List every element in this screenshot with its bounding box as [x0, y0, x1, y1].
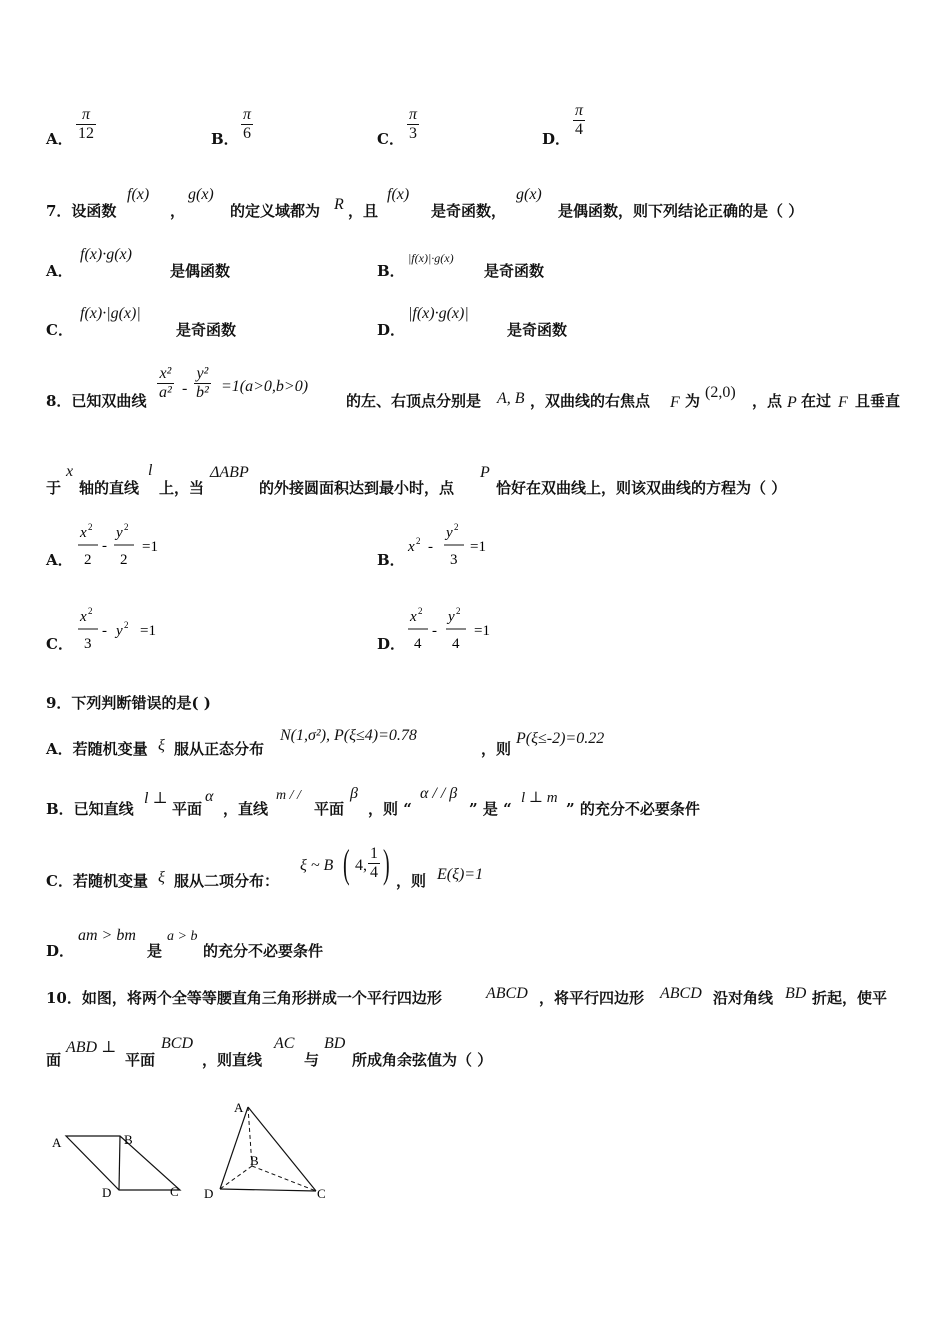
q6-option-c-fraction: π 3: [409, 106, 418, 142]
q8-stem-2: 的左、右顶点分别是: [346, 392, 482, 410]
q7-stem-4: ，且: [348, 202, 379, 220]
q9-option-c-xi: ξ: [158, 869, 165, 886]
q9-option-d-2: 是: [147, 942, 163, 960]
q7-option-d-text: 是奇函数: [507, 321, 568, 339]
svg-text:2: 2: [124, 522, 129, 532]
q8-math-point: (2,0): [705, 384, 736, 401]
q10-math-BCD: BCD: [161, 1035, 193, 1052]
svg-text:x: x: [408, 539, 415, 555]
q8-frac-y2-b2: y² b²: [196, 365, 209, 401]
q10-stem-2: ，将平行四边形: [539, 989, 645, 1007]
q9-option-c-expect: E(ξ)=1: [437, 866, 484, 883]
svg-text:2: 2: [88, 522, 93, 532]
q8-math-x: x: [66, 463, 74, 480]
fig1-label-a: A: [52, 1135, 62, 1150]
svg-text:3: 3: [450, 552, 458, 568]
q8-stem-10: 上，当: [159, 479, 205, 497]
q8-math-condition: =1(a>0,b>0): [221, 378, 309, 395]
svg-text:y: y: [116, 525, 123, 541]
q8-option-d-label: D．: [377, 635, 406, 653]
fig2-label-a: A: [234, 1100, 244, 1115]
q7-option-a-label: A．: [46, 262, 73, 280]
q7-option-d-expr: |f(x)·g(x)|: [408, 305, 469, 322]
q8-frac-x2-a2: x² a²: [159, 365, 172, 401]
svg-text:2: 2: [418, 606, 423, 616]
q9-option-b-alpha: α: [205, 788, 214, 805]
svg-text:-: -: [428, 539, 433, 555]
q8-stem-5: ，点: [752, 392, 783, 410]
q7-option-b-expr: |f(x)|·g(x): [408, 251, 454, 265]
svg-text:2: 2: [454, 522, 459, 532]
q9-option-d-expr2: a > b: [167, 929, 198, 944]
svg-text:y: y: [448, 609, 455, 625]
q6-option-b-fraction: π 6: [243, 106, 252, 142]
q8-stem-6: 在过: [801, 392, 832, 410]
q8-option-a-expr: [76, 520, 176, 572]
q7-math-fx: f(x): [127, 186, 150, 203]
q8-math-l: l: [148, 462, 153, 479]
q9-option-c-2: 服从二项分布：: [174, 872, 280, 890]
fig1-label-d: D: [102, 1185, 112, 1200]
q10-figure-parallelogram: [40, 1120, 190, 1205]
q9-option-a-2: 服从正态分布: [174, 740, 265, 758]
q7-math-gx-2: g(x): [516, 186, 542, 203]
q10-stem-8: 与: [304, 1051, 320, 1069]
svg-text:2: 2: [456, 606, 461, 616]
q7-option-c-expr: f(x)·|g(x)|: [80, 305, 141, 322]
q9-option-c-1: C．若随机变量: [46, 872, 148, 890]
q8-stem-8: 于: [46, 479, 62, 497]
svg-text:y: y: [116, 623, 123, 639]
svg-text:-: -: [102, 623, 107, 639]
q9-option-b-6: ” 是 “: [469, 800, 512, 818]
q8-option-b-label: B．: [377, 551, 405, 569]
q7-math-R: R: [334, 196, 344, 213]
q9-option-b-3: ，直线: [223, 800, 269, 818]
svg-text:4: 4: [414, 636, 422, 652]
q9-option-c-expr: ξ ~ B: [300, 857, 334, 874]
q8-math-AB: A, B: [497, 390, 525, 407]
q8-minus: -: [182, 380, 188, 397]
svg-text:y: y: [446, 525, 453, 541]
q9-stem: 9．下列判断错误的是( ): [46, 694, 211, 712]
q10-math-BD: BD: [785, 985, 807, 1002]
q9-option-c-frac: 1 4: [370, 845, 378, 881]
fig2-label-d: D: [204, 1186, 214, 1201]
q10-figure-tetrahedron: [198, 1095, 338, 1207]
svg-text:x: x: [80, 609, 87, 625]
q6-option-a-label: A．: [46, 130, 73, 148]
q7-stem-1: 7．设函数: [46, 202, 117, 220]
q9-option-a-3: ，则: [481, 740, 512, 758]
svg-text:2: 2: [124, 620, 129, 630]
svg-text:=1: =1: [142, 539, 158, 555]
q9-option-c-paren-left: (: [343, 841, 350, 886]
svg-text:2: 2: [88, 606, 93, 616]
q6-option-a-fraction: π 12: [78, 106, 94, 142]
q9-option-d-3: 的充分不必要条件: [203, 942, 324, 960]
q9-option-c-n: 4,: [355, 857, 367, 874]
q7-stem-6: 是偶函数，则下列结论正确的是（ ）: [558, 202, 804, 220]
svg-text:3: 3: [84, 636, 92, 652]
q9-option-b-l-perp-m: l ⊥ m: [521, 790, 558, 806]
q7-option-b-label: B．: [377, 262, 405, 280]
q10-stem-4: 折起，使平: [812, 989, 888, 1007]
q7-option-d-label: D．: [377, 321, 406, 339]
svg-text:x: x: [410, 609, 417, 625]
q8-stem-3: ，双曲线的右焦点: [530, 392, 651, 410]
q8-math-F: F: [670, 394, 680, 411]
q9-option-b-7: ” 的充分不必要条件: [566, 800, 700, 818]
q9-option-d-1: D．: [46, 942, 75, 960]
q9-option-b-alpha-beta: α / / β: [420, 785, 458, 802]
fig1-label-b: B: [124, 1132, 133, 1147]
svg-text:2: 2: [84, 552, 92, 568]
fig2-label-c: C: [317, 1186, 326, 1201]
q8-math-triangle: ΔABP: [210, 464, 249, 481]
q10-stem-3: 沿对角线: [713, 989, 774, 1007]
q8-option-a-label: A．: [46, 551, 73, 569]
q9-option-a-expr1: N(1,σ²), P(ξ≤4)=0.78: [280, 727, 417, 744]
svg-text:2: 2: [416, 536, 421, 546]
svg-text:x: x: [80, 525, 87, 541]
q10-math-ABD-perp: ABD ⊥: [66, 1039, 117, 1056]
svg-text:-: -: [102, 538, 107, 554]
q10-stem-9: 所成角余弦值为（ ）: [352, 1051, 493, 1069]
q7-option-b-text: 是奇函数: [484, 262, 545, 280]
q10-stem-7: ，则直线: [202, 1051, 263, 1069]
q8-math-P: P: [787, 394, 797, 411]
q8-stem-7: 且垂直: [855, 392, 901, 410]
q7-stem-2: ，: [170, 202, 186, 220]
q8-stem-11: 的外接圆面积达到最小时，点: [259, 479, 455, 497]
q10-stem-5: 面: [46, 1051, 62, 1069]
q9-option-c-paren-right: ): [383, 841, 390, 886]
q9-option-b-2: 平面: [172, 800, 203, 818]
q10-math-AC: AC: [274, 1035, 295, 1052]
fig2-label-b: B: [250, 1153, 259, 1168]
q9-option-b-5: ，则 “: [368, 800, 412, 818]
q10-math-ABCD-2: ABCD: [660, 985, 702, 1002]
q9-option-a-expr2: P(ξ≤-2)=0.22: [516, 730, 605, 747]
q8-option-b-expr: [406, 520, 506, 572]
svg-text:-: -: [432, 623, 437, 639]
q8-math-P-2: P: [480, 464, 490, 481]
q8-option-c-label: C．: [46, 635, 73, 653]
q7-option-a-text: 是偶函数: [170, 262, 231, 280]
q10-stem-6: 平面: [125, 1051, 156, 1069]
q8-option-d-expr: [406, 604, 506, 656]
q6-option-d-fraction: π 4: [575, 102, 584, 138]
q8-stem-9: 轴的直线: [79, 479, 140, 497]
q9-option-b-m-parallel: m / /: [276, 788, 301, 803]
q8-stem-4: 为: [685, 392, 701, 410]
q9-option-c-3: ，则: [396, 872, 427, 890]
q9-option-a-1: A．若随机变量: [46, 740, 148, 758]
q6-option-c-label: C．: [377, 130, 404, 148]
q9-option-d-expr1: am > bm: [78, 927, 136, 944]
q7-option-a-expr: f(x)·g(x): [80, 246, 132, 263]
q10-stem-1: 10．如图，将两个全等等腰直角三角形拼成一个平行四边形: [46, 989, 442, 1007]
q9-option-b-beta: β: [350, 785, 358, 802]
q8-stem-12: 恰好在双曲线上，则该双曲线的方程为（ ）: [496, 479, 787, 497]
q10-math-BD-2: BD: [324, 1035, 346, 1052]
q7-stem-3: 的定义域都为: [230, 202, 321, 220]
q9-option-b-4: 平面: [314, 800, 345, 818]
q9-option-a-xi: ξ: [158, 737, 165, 754]
q7-option-c-text: 是奇函数: [176, 321, 237, 339]
q7-stem-5: 是奇函数，: [431, 202, 507, 220]
svg-text:=1: =1: [474, 623, 490, 639]
q8-option-c-expr: [76, 604, 176, 656]
fig1-label-c: C: [170, 1184, 179, 1199]
svg-text:=1: =1: [140, 623, 156, 639]
q8-stem-1: 8．已知双曲线: [46, 392, 147, 410]
q8-math-F-2: F: [838, 394, 848, 411]
svg-text:2: 2: [120, 552, 128, 568]
q7-math-gx: g(x): [188, 186, 214, 203]
q7-math-fx-2: f(x): [387, 186, 410, 203]
q10-math-ABCD: ABCD: [486, 985, 528, 1002]
svg-text:=1: =1: [470, 539, 486, 555]
q7-option-c-label: C．: [46, 321, 73, 339]
svg-text:4: 4: [452, 636, 460, 652]
q9-option-b-l-perp: l ⊥: [144, 790, 168, 807]
q6-option-d-label: D．: [542, 130, 571, 148]
q6-option-b-label: B．: [211, 130, 239, 148]
q9-option-b-1: B．已知直线: [46, 800, 134, 818]
